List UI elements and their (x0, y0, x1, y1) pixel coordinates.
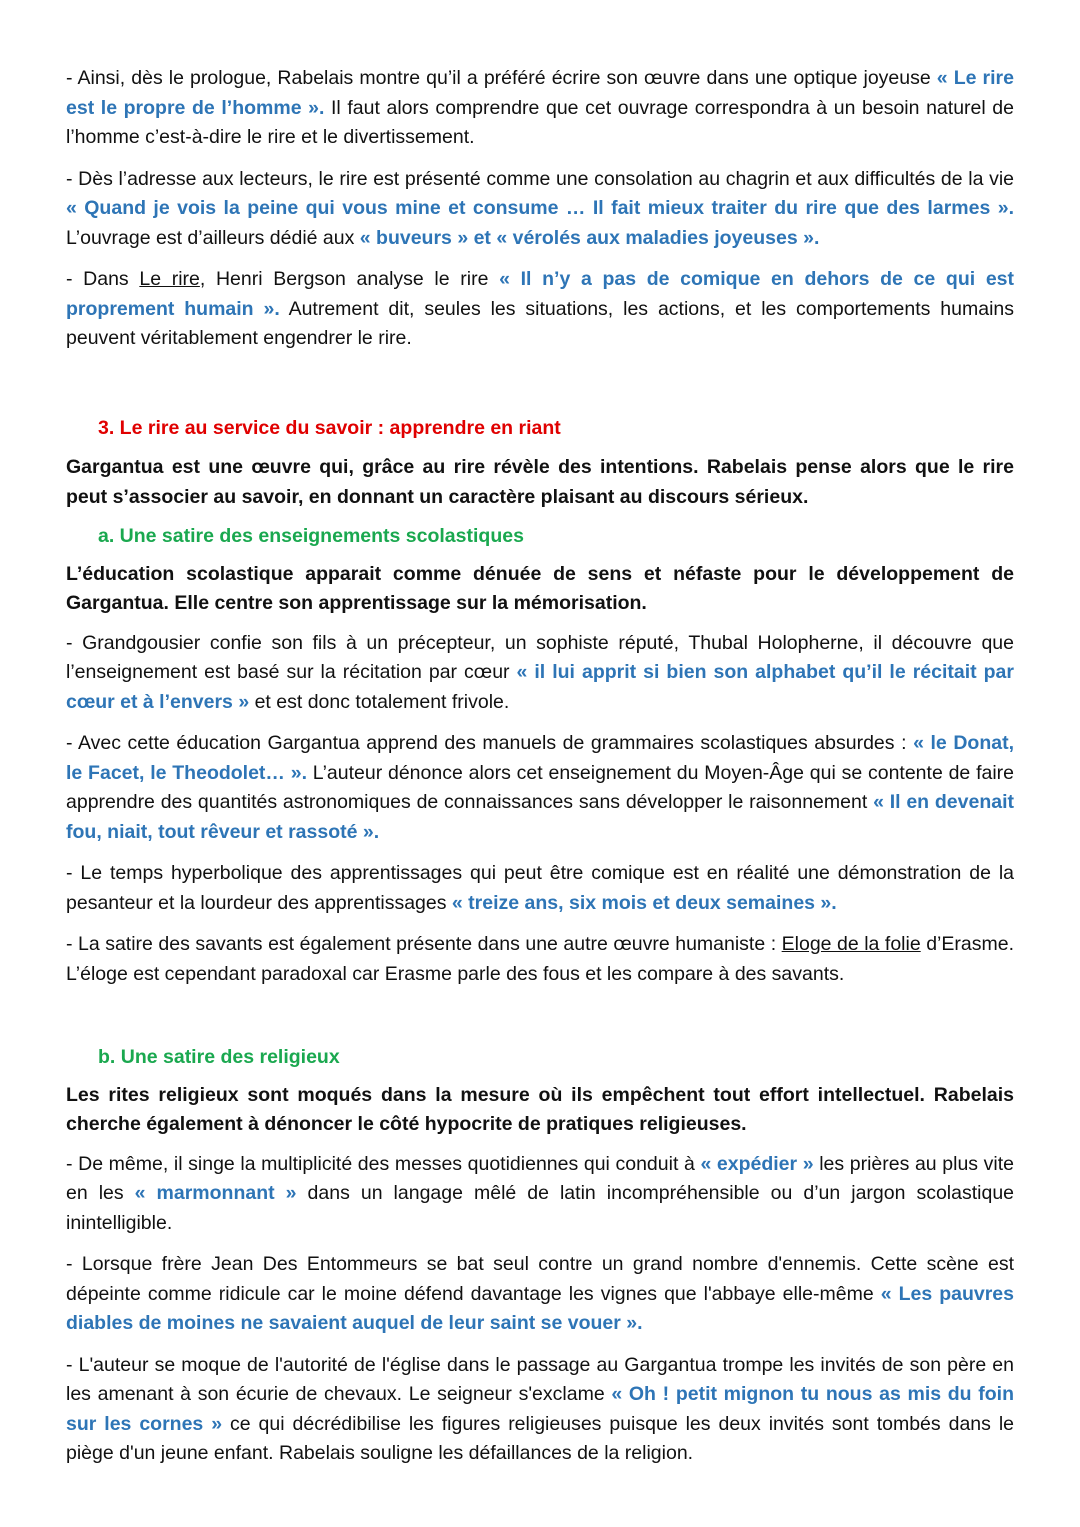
document-page (66, 64, 1014, 1481)
quote: « le Donat, le Facet, le Theodolet… ». (66, 732, 1015, 784)
quote: « expédier » (700, 1152, 814, 1175)
quote: « Oh ! petit mignon tu nous as mis du foin sur les cornes » (66, 1383, 1014, 1435)
quote: « Quand je vois la peine qui vous mine et consume … Il fait mieux traiter du rire que des larmes ». (66, 197, 1014, 219)
paragraph-temps-hyperbolique: - Le temps hyperbolique des apprentissages qui peut être comique est en réalité une démonstration de la pesanteur et la lourdeur des apprentissages « treize ans, six mois et deux semaines ». (66, 862, 1014, 914)
paragraph-autorite-eglise: - L'auteur se moque de l'autorité de l'église dans le passage au Gargantua trompe les invités de son père en les amenant à son écurie de chevaux. Le seigneur s'exclame « Oh ! petit mignon tu nous as mis du foin sur les cornes » ce qui décrédibilise les figures religieuses puisque les deux invités sont tombés dans le piège d'un jeune enfant. Rabelais souligne les défaillances de la religion. (66, 1353, 1014, 1464)
spacer (66, 1001, 1014, 1043)
paragraph-bergson: - Dans Le rire, Henri Bergson analyse le rire « Il n’y a pas de comique en dehors de ce qui est proprement humain ». Autrement dit, seules les situations, les actions, et les comportements humains peuvent véritablement engendrer le rire. (66, 268, 1015, 349)
quote: « treize ans, six mois et deux semaines ». (451, 891, 837, 914)
subsection-heading-b: b. Une satire des religieux (98, 1046, 340, 1068)
quote: « Le rire est le propre de l’homme ». (66, 67, 1014, 119)
paragraph-manuels: - Avec cette éducation Gargantua apprend des manuels de grammaires scolastiques absurdes : « le Donat, le Facet, le Theodolet… ». L’auteur dénonce alors cet enseignement du Moyen-Âge qui se contente de faire apprendre des quantités astronomiques de connaissances sans développer le raisonnement « Il en devenait fou, niait, tout rêveur et rassoté ». (66, 732, 1015, 843)
paragraph-grandgousier: - Grandgousier confie son fils à un précepteur, un sophiste réputé, Thubal Holopherne, il découvre que l’enseignement est basé sur la récitation par cœur « il lui apprit si bien son alphabet qu’il le récitait par cœur et à l’envers » et est donc totalement frivole. (66, 631, 1014, 713)
paragraph-prologue: - Ainsi, dès le prologue, Rabelais montre qu’il a préféré écrire son œuvre dans une optique joyeuse « Le rire est le propre de l’homme ». Il faut alors comprendre que cet ouvrage correspondra à un besoin naturel de l’homme c’est-à-dire le rire et le divertissement. (66, 67, 1014, 148)
book-title: Le rire (139, 268, 200, 290)
quote: « buveurs » et « vérolés aux maladies joyeuses ». (359, 226, 820, 249)
paragraph-messes: - De même, il singe la multiplicité des messes quotidiennes qui conduit à « expédier » les prières au plus vite en les « marmonnant » dans un langage mêlé de latin incompréhensible ou d’un jargon scolastique inintelligible. (66, 1152, 1015, 1234)
paragraph-frere-jean: - Lorsque frère Jean Des Entommeurs se bat seul contre un grand nombre d'ennemis. Cette scène est dépeinte comme ridicule car le moine défend davantage les vignes que l'abbaye elle-même « Les pauvres diables de moines ne savaient auquel de leur saint se vouer ». (66, 1253, 1014, 1334)
section-heading-3: 3. Le rire au service du savoir : apprendre en riant (98, 416, 561, 439)
book-title: Eloge de la folie (781, 933, 921, 955)
quote: « il lui apprit si bien son alphabet qu’il le récitait par cœur et à l’envers » (66, 661, 1014, 713)
section-3-lead: Gargantua est une œuvre qui, grâce au rire révèle des intentions. Rabelais pense alors que le rire peut s’associer au savoir, en donnant un caractère plaisant au discours sérieux. (66, 456, 1014, 508)
subsection-b-lead: Les rites religieux sont moqués dans la mesure où ils empêchent tout effort intellectuel. Rabelais cherche également à dénoncer le côté hypocrite de pratiques religieuses. (66, 1083, 1014, 1135)
paragraph-erasme: - La satire des savants est également présente dans une autre œuvre humaniste : Eloge de la folie d’Erasme. L’éloge est cependant paradoxal car Erasme parle des fous et les compare à des savants. (66, 933, 1014, 985)
subsection-heading-a: a. Une satire des enseignements scolastiques (98, 525, 524, 547)
paragraph-adresse-lecteurs: - Dès l’adresse aux lecteurs, le rire est présenté comme une consolation au chagrin et aux difficultés de la vie « Quand je vois la peine qui vous mine et consume … Il fait mieux traiter du rire que des larmes ». L’ouvrage est d’ailleurs dédié aux « buveurs » et « vérolés aux maladies joyeuses ». (66, 167, 1014, 249)
quote: « marmonnant » (134, 1182, 297, 1204)
quote: « Il n’y a pas de comique en dehors de ce qui est proprement humain ». (66, 268, 1014, 320)
quote: « Les pauvres diables de moines ne savaient auquel de leur saint se vouer ». (66, 1282, 1014, 1334)
spacer (66, 366, 1014, 414)
quote: « Il en devenait fou, niait, tout rêveur et rassoté ». (66, 791, 1015, 843)
subsection-a-lead: L’éducation scolastique apparait comme dénuée de sens et néfaste pour le développement de Gargantua. Elle centre son apprentissage sur la mémorisation. (66, 562, 1014, 614)
